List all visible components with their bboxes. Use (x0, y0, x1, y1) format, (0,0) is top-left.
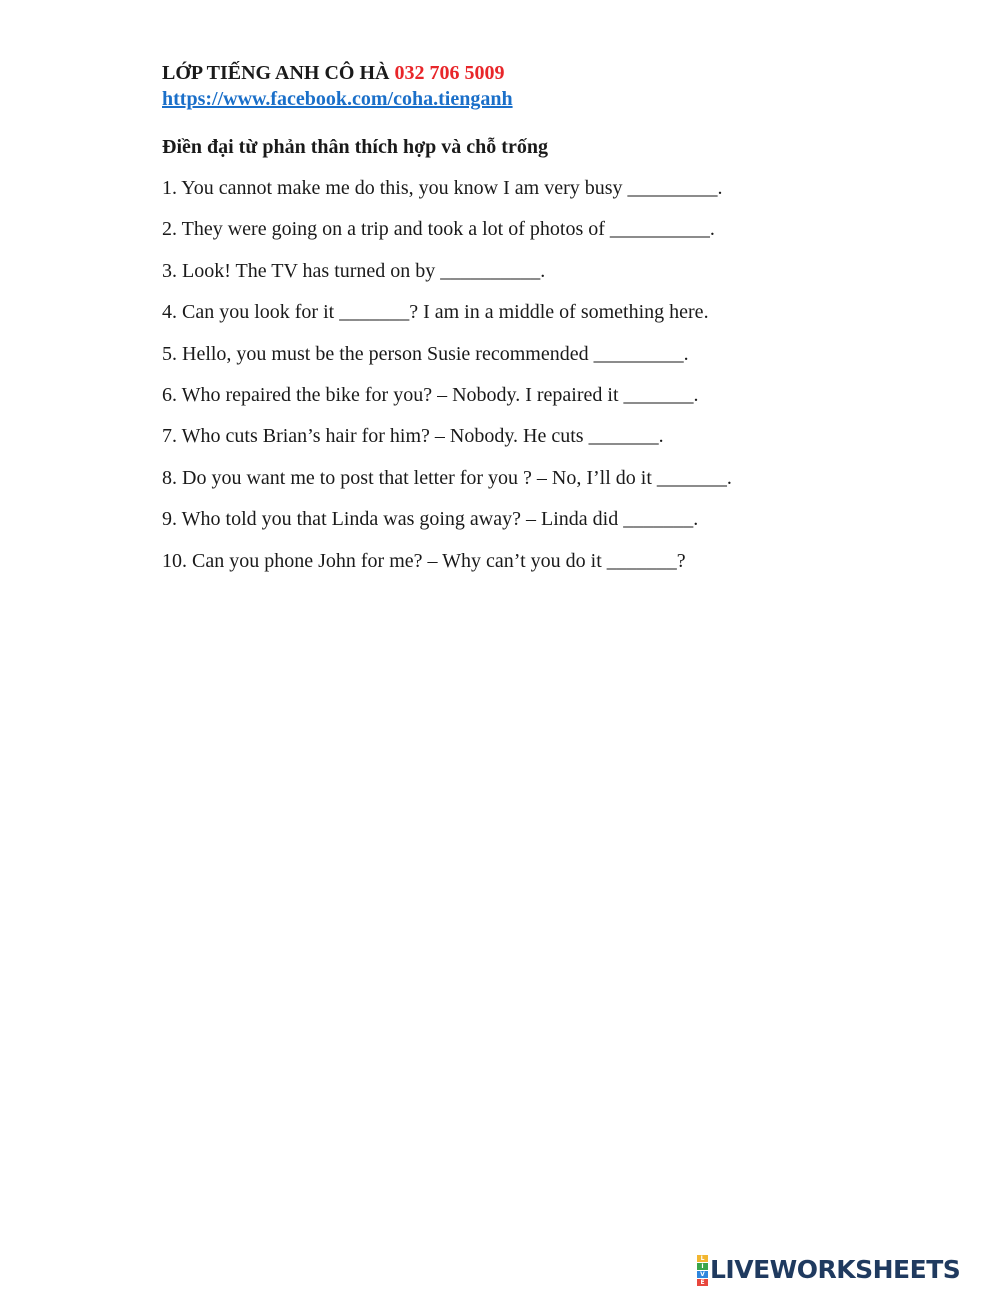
facebook-link[interactable]: https://www.facebook.com/coha.tienganh (162, 88, 513, 110)
liveworksheets-logo[interactable] (697, 1255, 960, 1285)
question-list (162, 175, 962, 589)
question-item: 5. Hello, you must be the person Susie recommended _________. (162, 342, 689, 365)
question-item: 2. They were going on a trip and took a lot of photos of __________. (162, 218, 715, 241)
question-item: 9. Who told you that Linda was going away? – Linda did _______. (162, 508, 699, 531)
question-item: 1. You cannot make me do this, you know I am very busy _________. (162, 177, 723, 199)
liveworksheets-logo-icon (697, 1255, 708, 1286)
instruction-heading: Điền đại từ phản thân thích hợp và chỗ trống (162, 136, 548, 158)
header-title: LỚP TIẾNG ANH CÔ HÀ (162, 62, 390, 84)
header (162, 60, 504, 86)
question-item: 4. Can you look for it _______? I am in a middle of something here. (162, 301, 709, 324)
question-item: 7. Who cuts Brian’s hair for him? – Nobody. He cuts _______. (162, 425, 664, 448)
header-phone: 032 706 5009 (394, 62, 505, 84)
logo-mark-letter: I (697, 1263, 708, 1270)
logo-mark-letter: E (697, 1279, 708, 1286)
logo-text: LIVEWORKSHEETS (710, 1255, 961, 1284)
logo-mark-letter: V (697, 1271, 708, 1278)
question-item: 6. Who repaired the bike for you? – Nobody. I repaired it _______. (162, 383, 699, 406)
question-item: 8. Do you want me to post that letter for you ? – No, I’ll do it _______. (162, 466, 732, 489)
logo-mark-letter: L (697, 1255, 708, 1262)
question-item: 10. Can you phone John for me? – Why can’t you do it _______? (162, 549, 686, 572)
question-item: 3. Look! The TV has turned on by __________. (162, 259, 546, 282)
